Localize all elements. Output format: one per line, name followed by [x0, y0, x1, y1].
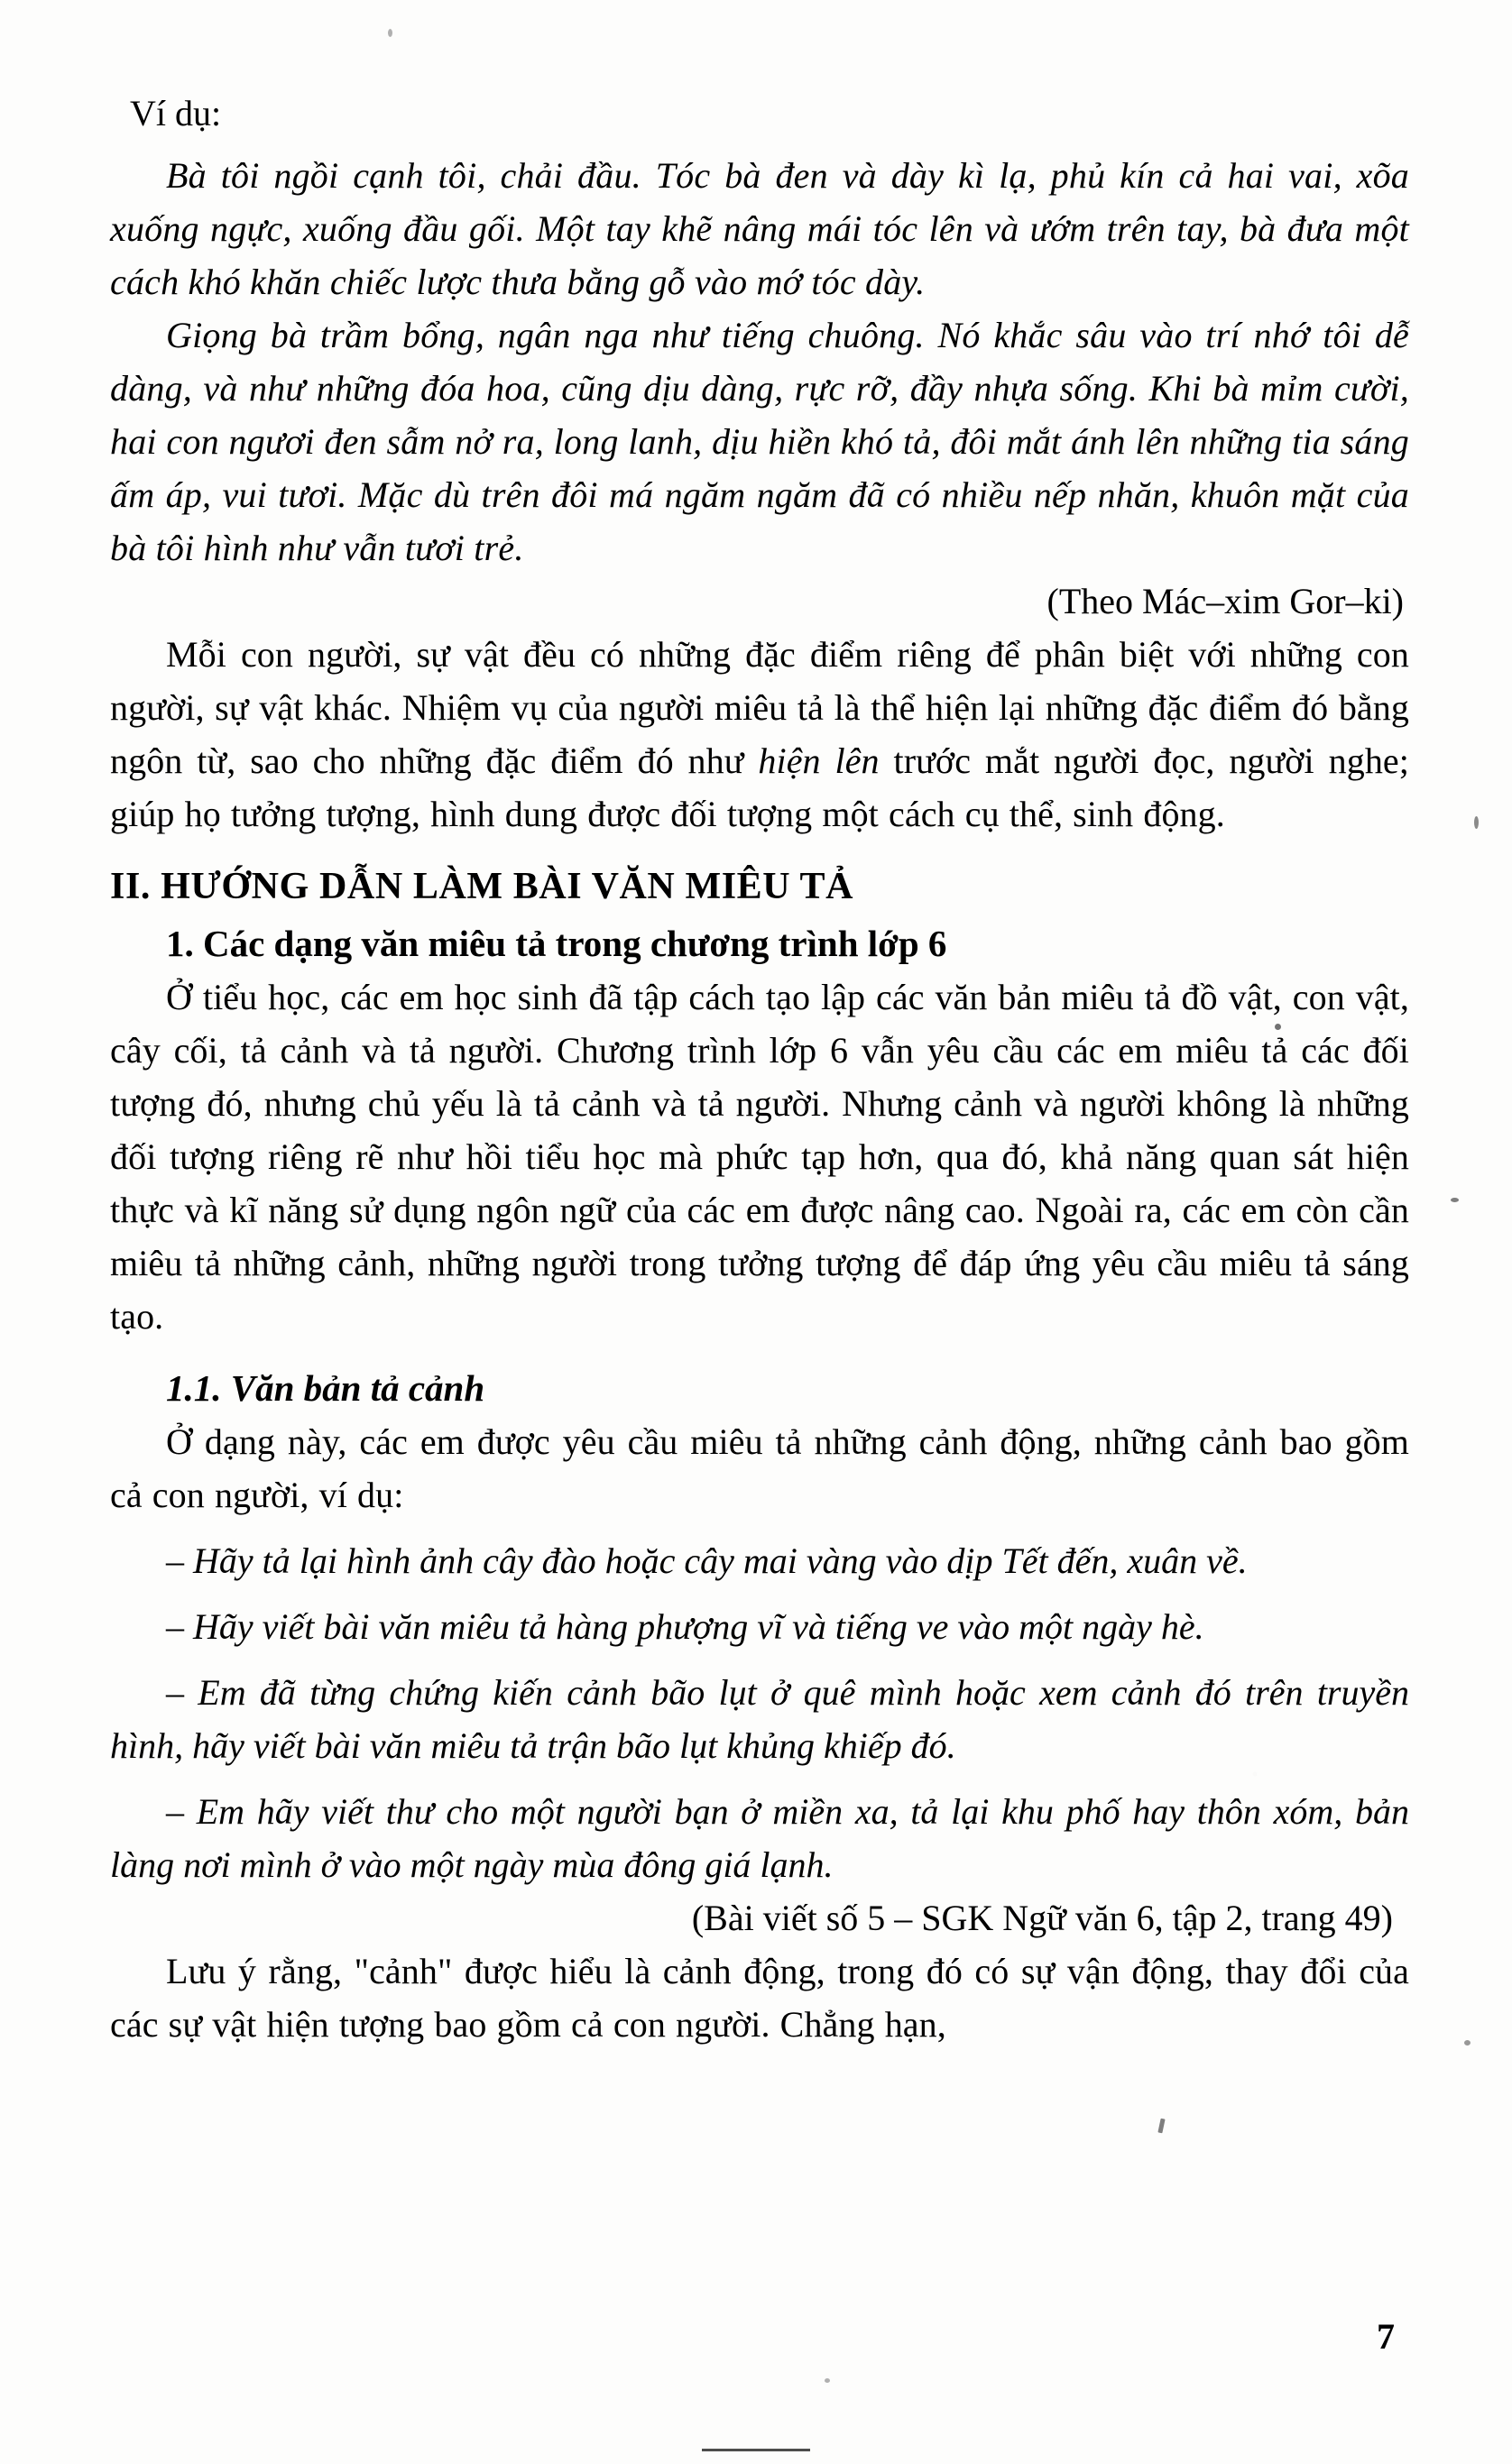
heading-section-ii: II. HƯỚNG DẪN LÀM BÀI VĂN MIÊU TẢ [110, 866, 854, 907]
paragraph-after-quote-text: Mỗi con người, sự vật đều có những đặc điểm riêng để phân biệt với những con người, sự vật khác. Nhiệm vụ của người miêu tả là thể hiện lại những đặc điểm đó bằng ngôn từ, sao cho những đặc điểm đó như hiện lên trước mắt người đọc, người nghe; giúp họ tưởng tượng, hình dung được đối tượng một cách cụ thể, sinh động. [110, 634, 1409, 834]
exercise-item: – Hãy tả lại hình ảnh cây đào hoặc cây mai vàng vào dịp Tết đến, xuân về. [166, 1540, 1248, 1581]
scan-speckle [1464, 2040, 1471, 2046]
spacer [110, 841, 1409, 850]
section-1-body: Ở tiểu học, các em học sinh đã tập cách tạo lập các văn bản miêu tả đồ vật, con vật, cây cối, tả cảnh và tả người. Chương trình lớp 6 vẫn yêu cầu các em miêu tả các đối tượng đó, nhưng chủ yếu là tả cảnh và tả người. Nhưng cảnh và người không là những đối tượng riêng rẽ như hồi tiểu học mà phức tạp hơn, qua đó, khả năng quan sát hiện thực và kĩ năng sử dụng ngôn ngữ của các em được nâng cao. Ngoài ra, các em còn cần miêu tả những cảnh, những người trong tưởng tượng để đáp ứng yêu cầu miêu tả sáng tạo. [110, 977, 1409, 1337]
scan-speckle [1451, 1198, 1459, 1202]
quote-paragraph-1: Bà tôi ngồi cạnh tôi, chải đầu. Tóc bà đen và dày kì lạ, phủ kín cả hai vai, xõa xuống ngực, xuống đầu gối. Một tay khẽ nâng mái tóc lên và ướm trên tay, bà đưa một cách khó khăn chiếc lược thưa bằng gỗ vào mớ tóc dày. [110, 155, 1409, 302]
paragraph-after-quote [110, 628, 1409, 841]
emphasis-hien-len: hiện lên [758, 740, 880, 781]
scan-speckle [1474, 816, 1479, 829]
spacer [110, 140, 1409, 149]
scan-speckle [1157, 2119, 1165, 2134]
exercise-item: – Em đã từng chứng kiến cảnh bão lụt ở quê mình hoặc xem cảnh đó trên truyền hình, hãy viết bài văn miêu tả trận bão lụt khủng khiếp đó. [110, 1672, 1409, 1766]
spacer [110, 1343, 1409, 1352]
section-1-1-intro: Ở dạng này, các em được yêu cầu miêu tả những cảnh động, những cảnh bao gồm cả con người, ví dụ: [110, 1421, 1409, 1515]
footer-rule [702, 2449, 810, 2451]
example-label: Ví dụ: [130, 93, 222, 133]
exercise-source: (Bài viết số 5 – SGK Ngữ văn 6, tập 2, trang 49) [691, 1898, 1393, 1938]
heading-section-1-1: 1.1. Văn bản tả cảnh [166, 1367, 485, 1409]
page-number: 7 [1377, 2316, 1395, 2357]
exercise-item: – Hãy viết bài văn miêu tả hàng phượng vĩ và tiếng ve vào một ngày hè. [166, 1606, 1204, 1647]
closing-paragraph: Lưu ý rằng, "cảnh" được hiểu là cảnh động, trong đó có sự vận động, thay đổi của các sự vật hiện tượng bao gồm cả con người. Chẳng hạn, [110, 1951, 1409, 2045]
scan-speckle [388, 29, 392, 37]
scan-speckle [825, 2378, 830, 2383]
quote-source: (Theo Mác–xim Gor–ki) [1046, 581, 1404, 621]
heading-section-1: 1. Các dạng văn miêu tả trong chương trình lớp 6 [166, 923, 947, 964]
scan-speckle [1275, 1024, 1281, 1030]
exercise-item: – Em hãy viết thư cho một người bạn ở miền xa, tả lại khu phố hay thôn xóm, bản làng nơi mình ở vào một ngày mùa đông giá lạnh. [110, 1791, 1409, 1885]
quote-paragraph-2: Giọng bà trầm bổng, ngân nga như tiếng chuông. Nó khắc sâu vào trí nhớ tôi dễ dàng, và như những đóa hoa, cũng dịu dàng, rực rỡ, đầy nhựa sống. Khi bà mỉm cười, hai con ngươi đen sẫm nở ra, long lanh, dịu hiền khó tả, đôi mắt ánh lên những tia sáng ấm áp, vui tươi. Mặc dù trên đôi má ngăm ngăm đã có nhiều nếp nhăn, khuôn mặt của bà tôi hình như vẫn tươi trẻ. [110, 315, 1409, 568]
page-content [110, 87, 1409, 2051]
